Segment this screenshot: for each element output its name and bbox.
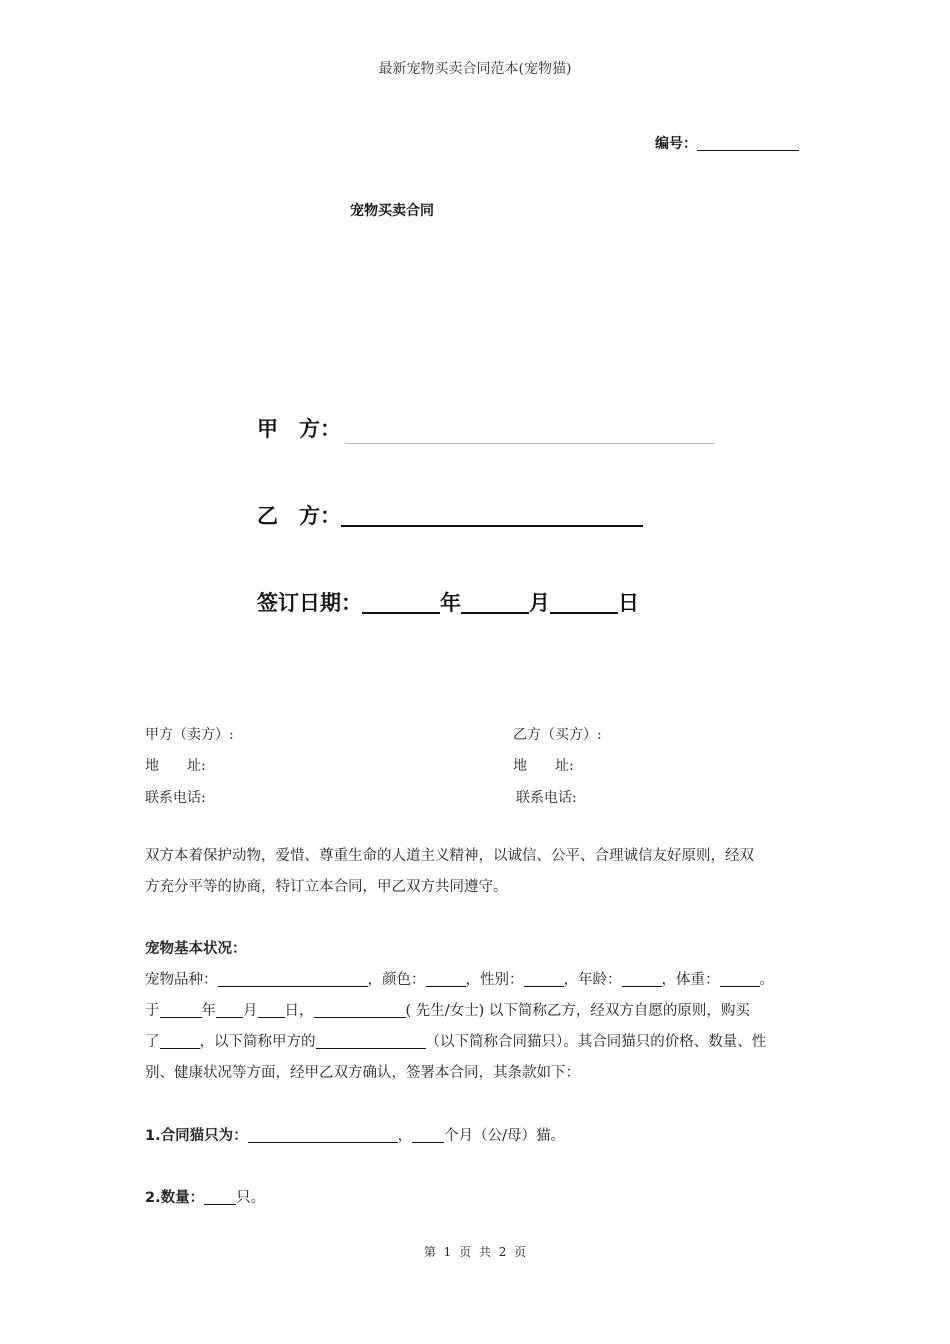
sign-year-label: 年 bbox=[440, 591, 461, 615]
color-blank[interactable] bbox=[426, 971, 466, 987]
mr-ms-text: ( 先生/女士) 以下简称乙方，经双方自愿的原则，购买 bbox=[405, 1003, 750, 1019]
breed-blank[interactable] bbox=[218, 971, 368, 987]
buyer-name-blank[interactable] bbox=[314, 1002, 406, 1018]
clause-1-comma: ， bbox=[397, 1128, 413, 1144]
cover-sign-date bbox=[257, 587, 639, 617]
purchase-month-blank[interactable] bbox=[216, 1002, 243, 1018]
purchase-day-blank[interactable] bbox=[258, 1002, 285, 1018]
age-label: ，年龄： bbox=[563, 972, 622, 988]
purchase-day-label: 日， bbox=[284, 1003, 314, 1019]
purchase-month-label: 月 bbox=[243, 1003, 258, 1019]
clause-2-label: 2.数量： bbox=[145, 1190, 205, 1206]
clause-1-label: 1.合同猫只为： bbox=[145, 1128, 248, 1144]
basic-line-2 bbox=[145, 996, 750, 1027]
sign-month-label: 月 bbox=[529, 591, 550, 615]
abbr-cat-text: （以下简称合同猫只）。其合同猫只的价格、数量、性 bbox=[425, 1034, 767, 1050]
seller-address-label: 地 址: bbox=[145, 758, 206, 774]
sign-day-blank[interactable] bbox=[550, 590, 618, 614]
cover-party-b bbox=[257, 500, 643, 530]
basic-heading: 宠物基本状况： bbox=[145, 941, 247, 957]
serial-number bbox=[655, 133, 799, 153]
clause-1-rest: 个月（公/母）猫。 bbox=[444, 1128, 565, 1144]
intro-line-2: 方充分平等的协商，特订立本合同，甲乙双方共同遵守。 bbox=[145, 879, 508, 895]
party-b-blank[interactable] bbox=[341, 503, 643, 527]
weight-blank[interactable] bbox=[720, 971, 760, 987]
clause-2-unit: 只。 bbox=[236, 1190, 266, 1206]
clause-2-blank[interactable] bbox=[204, 1189, 236, 1205]
weight-label: ，体重： bbox=[661, 972, 720, 988]
purchase-year-label: 年 bbox=[201, 1003, 216, 1019]
sign-year-blank[interactable] bbox=[362, 590, 440, 614]
abbr-a-text: ，以下简称甲方的 bbox=[199, 1034, 316, 1050]
serial-blank[interactable] bbox=[697, 136, 799, 151]
line-end: 。 bbox=[759, 972, 774, 988]
breed-label: 宠物品种： bbox=[145, 972, 218, 988]
seller-label: 甲方（卖方）: bbox=[145, 727, 234, 743]
party-a-blank[interactable] bbox=[345, 419, 715, 444]
buyer-address-label: 地 址: bbox=[513, 758, 574, 774]
buyer-phone-label: 联系电话: bbox=[516, 790, 577, 806]
basic-line-4: 别、健康状况等方面，经甲乙双方确认，签署本合同，其条款如下： bbox=[145, 1065, 580, 1081]
page-footer: 第 1 页 共 2 页 bbox=[423, 1245, 527, 1259]
cat-blank[interactable] bbox=[316, 1033, 426, 1049]
bought-label: 了 bbox=[145, 1034, 160, 1050]
basic-line-1 bbox=[145, 965, 774, 996]
sign-date-label: 签订日期： bbox=[257, 591, 362, 615]
clause-1 bbox=[145, 1121, 565, 1152]
purchase-year-blank[interactable] bbox=[160, 1002, 202, 1018]
sex-label: ，性别： bbox=[465, 972, 524, 988]
cover-party-a bbox=[257, 413, 715, 444]
color-label: ，颜色： bbox=[367, 972, 426, 988]
party-a-label: 甲 方： bbox=[257, 417, 341, 441]
seller-phone-label: 联系电话: bbox=[145, 790, 206, 806]
sex-blank[interactable] bbox=[524, 971, 564, 987]
buyer-label: 乙方（买方）: bbox=[513, 727, 602, 743]
page-header: 最新宠物买卖合同范本(宠物猫) bbox=[378, 61, 572, 77]
intro-line-1: 双方本着保护动物，爱惜、尊重生命的人道主义精神，以诚信、公平、合理诚信友好原则，经双 bbox=[145, 848, 754, 864]
clause-2 bbox=[145, 1183, 265, 1214]
serial-label: 编号： bbox=[655, 136, 697, 152]
clause-1-blank[interactable] bbox=[248, 1127, 398, 1143]
bought-blank[interactable] bbox=[160, 1033, 200, 1049]
basic-line-3 bbox=[145, 1027, 766, 1058]
sign-month-blank[interactable] bbox=[461, 590, 529, 614]
sign-day-label: 日 bbox=[618, 591, 639, 615]
party-b-label: 乙 方： bbox=[257, 504, 341, 528]
contract-title: 宠物买卖合同 bbox=[350, 203, 434, 219]
clause-1-months-blank[interactable] bbox=[412, 1127, 444, 1143]
age-blank[interactable] bbox=[622, 971, 662, 987]
yu-label: 于 bbox=[145, 1003, 160, 1019]
